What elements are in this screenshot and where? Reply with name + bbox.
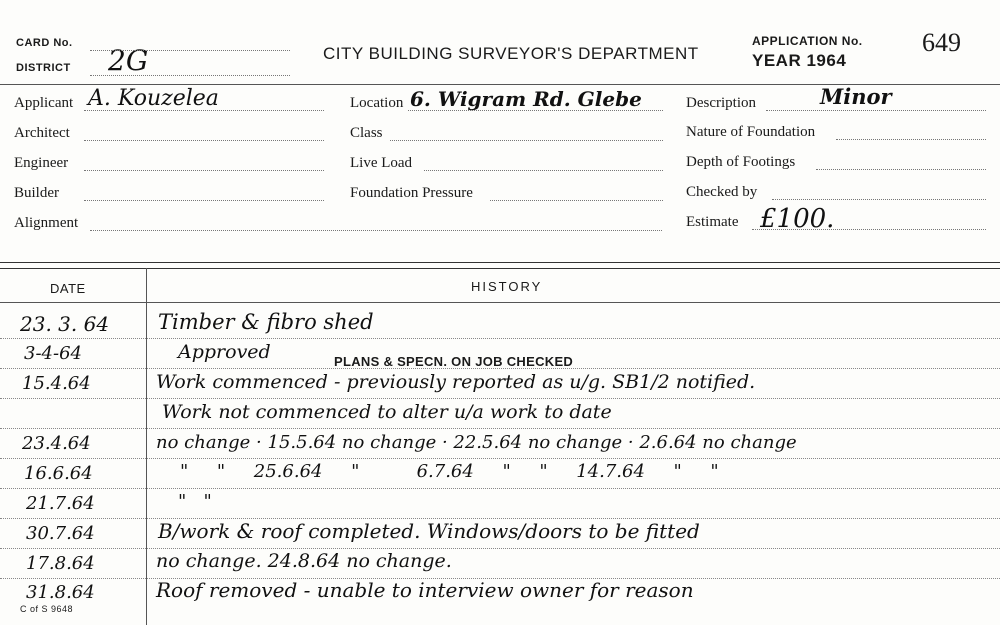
foundation-pressure-rule — [490, 200, 663, 201]
location-value: 6. Wigram Rd. Glebe — [410, 87, 642, 111]
row-date: 23. 3. 64 — [20, 312, 110, 336]
row-rule-1 — [0, 338, 1000, 339]
plans-checked-stamp: PLANS & SPECN. ON JOB CHECKED — [334, 354, 574, 369]
nature-of-foundation-rule — [836, 139, 986, 140]
live-load-label: Live Load — [350, 155, 413, 171]
checked-by-rule — [772, 199, 986, 200]
table-top-rule — [0, 262, 1000, 263]
department-title: CITY BUILDING SURVEYOR'S DEPARTMENT — [323, 44, 699, 63]
description-value: Minor — [820, 84, 892, 109]
application-no-value: 649 — [922, 28, 961, 57]
estimate-label: Estimate — [686, 214, 739, 230]
row-rule-5 — [0, 458, 1000, 459]
row-history: B/work & roof completed. Windows/doors to be fitted — [158, 519, 700, 543]
row-rule-8 — [0, 548, 1000, 549]
location-label: Location — [350, 95, 404, 111]
row-date: 3-4-64 — [24, 343, 82, 364]
row-date: 15.4.64 — [22, 373, 91, 394]
alignment-rule — [90, 230, 662, 231]
district-label: DISTRICT — [16, 62, 71, 74]
application-no-label: APPLICATION No. — [752, 34, 863, 48]
engineer-label: Engineer — [14, 155, 69, 171]
table-header-rule — [0, 302, 1000, 303]
foundation-pressure-label: Foundation Pressure — [350, 185, 473, 201]
applicant-value: A. Kouzelea — [88, 86, 219, 111]
description-rule — [766, 110, 986, 111]
live-load-rule — [424, 170, 663, 171]
row-history: " " 25.6.64 " 6.7.64 " " 14.7.64 " " — [180, 461, 719, 482]
form-code: C of S 9648 — [20, 604, 74, 614]
alignment-label: Alignment — [14, 215, 79, 231]
history-header: HISTORY — [471, 279, 543, 294]
row-rule-3 — [0, 398, 1000, 399]
row-date: 17.8.64 — [26, 553, 95, 574]
builder-rule — [84, 200, 324, 201]
nature-of-foundation-label: Nature of Foundation — [686, 124, 816, 140]
row-date: 31.8.64 — [26, 582, 95, 603]
engineer-rule — [84, 170, 324, 171]
class-label: Class — [350, 125, 383, 141]
row-rule-4 — [0, 428, 1000, 429]
depth-of-footings-rule — [816, 169, 986, 170]
architect-label: Architect — [14, 125, 70, 141]
row-date: 21.7.64 — [26, 493, 95, 514]
estimate-rule — [752, 229, 986, 230]
row-date: 23.4.64 — [22, 433, 91, 454]
table-top-rule-2 — [0, 268, 1000, 269]
location-rule — [408, 110, 663, 111]
architect-rule — [84, 140, 324, 141]
checked-by-label: Checked by — [686, 184, 758, 200]
year-label: YEAR 1964 — [752, 51, 847, 70]
row-date: 30.7.64 — [26, 523, 95, 544]
date-column-divider — [146, 268, 147, 625]
row-history: Approved — [178, 341, 271, 363]
estimate-value: £100. — [760, 204, 835, 234]
applicant-label: Applicant — [14, 95, 74, 111]
builder-label: Builder — [14, 185, 59, 201]
row-history: Roof removed - unable to interview owner for reason — [156, 578, 694, 602]
row-history: Work commenced - previously reported as u/g. SB1/2 notified. — [156, 371, 756, 393]
row-history: Work not commenced to alter u/a work to date — [162, 401, 612, 423]
row-history: Timber & fibro shed — [158, 310, 374, 334]
district-value: 2G — [108, 44, 149, 77]
district-rule — [90, 75, 290, 76]
date-header: DATE — [50, 281, 86, 296]
row-date: 16.6.64 — [24, 463, 93, 484]
row-rule-6 — [0, 488, 1000, 489]
card-no-label: CARD No. — [16, 37, 73, 49]
card-no-rule — [90, 50, 290, 51]
depth-of-footings-label: Depth of Footings — [686, 154, 796, 170]
row-history: no change. 24.8.64 no change. — [156, 550, 452, 572]
description-label: Description — [686, 95, 756, 111]
applicant-rule — [84, 110, 324, 111]
row-history: " " — [178, 491, 212, 512]
row-history: no change · 15.5.64 no change · 22.5.64 no change · 2.6.64 no change — [156, 432, 797, 453]
class-rule — [390, 140, 663, 141]
